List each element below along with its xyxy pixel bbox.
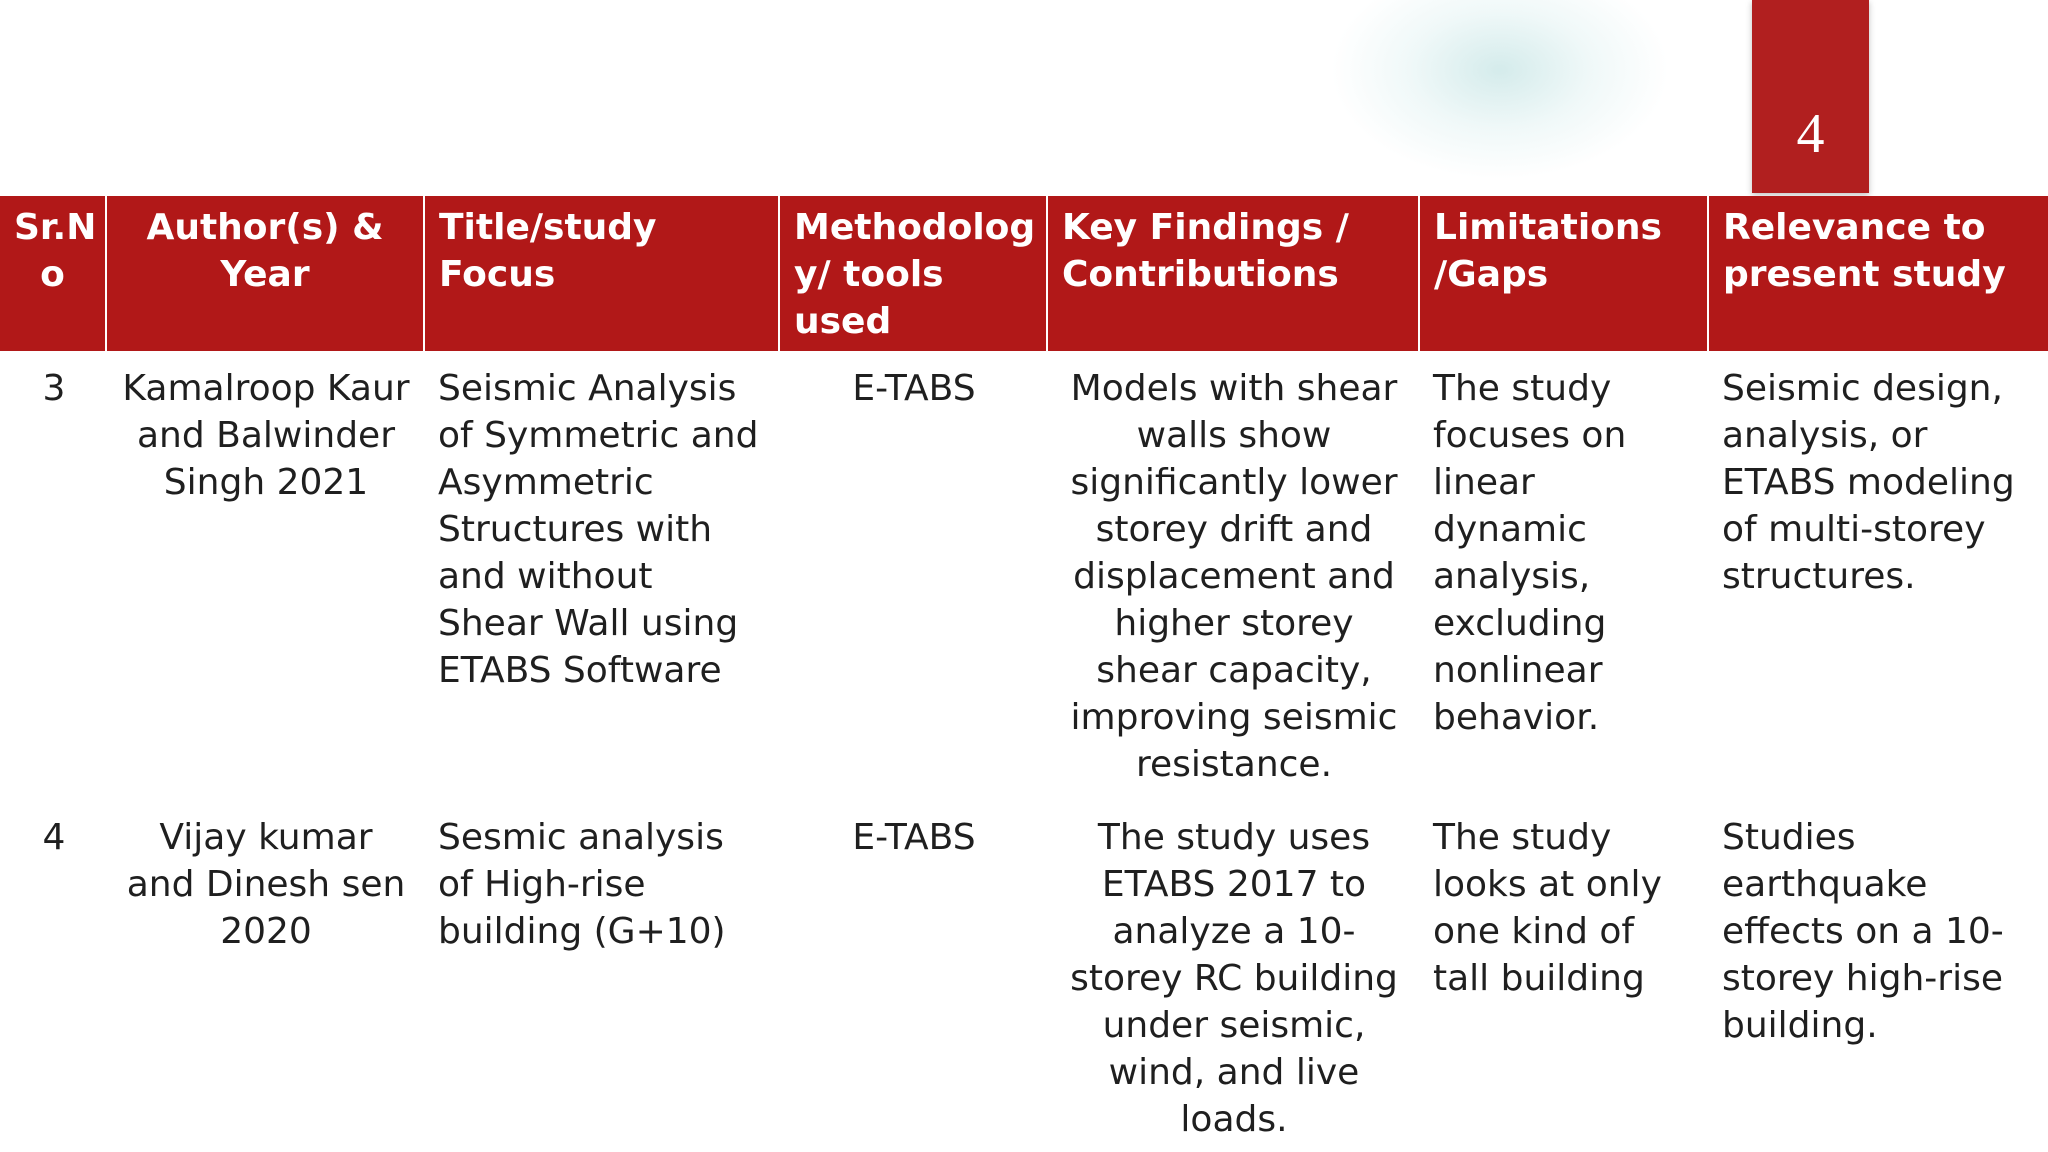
cell-methodology: E-TABS [852,817,976,858]
header-relevance: Relevance to present study [1708,196,2048,351]
cell-findings: The study uses ETABS 2017 to analyze a 10-storey RC building under seismic, wind, and live loads. [1070,817,1398,1140]
header-authors-year: Author(s) & Year [106,196,424,351]
cell-limitations: The study looks at only one kind of tall building [1433,817,1662,999]
page-number-tab [1752,0,1869,193]
background-glow [1330,0,1670,180]
cell-methodology: E-TABS [852,368,976,409]
table-header-row [0,196,2048,351]
cell-findings: Models with shear walls show significantly lower storey drift and displacement and higher storey shear capacity, improving seismic resistance. [1070,368,1398,785]
header-title-focus: Title/study Focus [424,196,779,351]
cell-sr-no: 4 [42,817,66,858]
header-methodology: Methodolog y/ tools used [779,196,1047,351]
table-row [0,351,2048,800]
table-row [0,800,2048,1152]
cell-title: Sesmic analysis of High-rise building (G+10) [438,817,726,952]
cell-authors: Kamalroop Kaur and Balwinder Singh 2021 [122,368,410,503]
cell-sr-no: 3 [42,368,66,409]
cell-limitations: The study focuses on linear dynamic analysis, excluding nonlinear behavior. [1433,368,1627,738]
page-number: 4 [1796,103,1825,165]
header-key-findings: Key Findings / Contributions [1047,196,1419,351]
literature-review-table [0,196,2048,1152]
header-limitations: Limitations /Gaps [1419,196,1708,351]
cell-relevance: Seismic design, analysis, or ETABS modeling of multi-storey structures. [1722,368,2015,597]
header-sr-no: Sr.N o [0,196,106,351]
cell-title: Seismic Analysis of Symmetric and Asymmetric Structures with and without Shear Wall using ETABS Software [438,368,759,691]
cell-authors: Vijay kumar and Dinesh sen 2020 [126,817,406,952]
cell-relevance: Studies earthquake effects on a 10-storey high-rise building. [1722,817,2004,1046]
